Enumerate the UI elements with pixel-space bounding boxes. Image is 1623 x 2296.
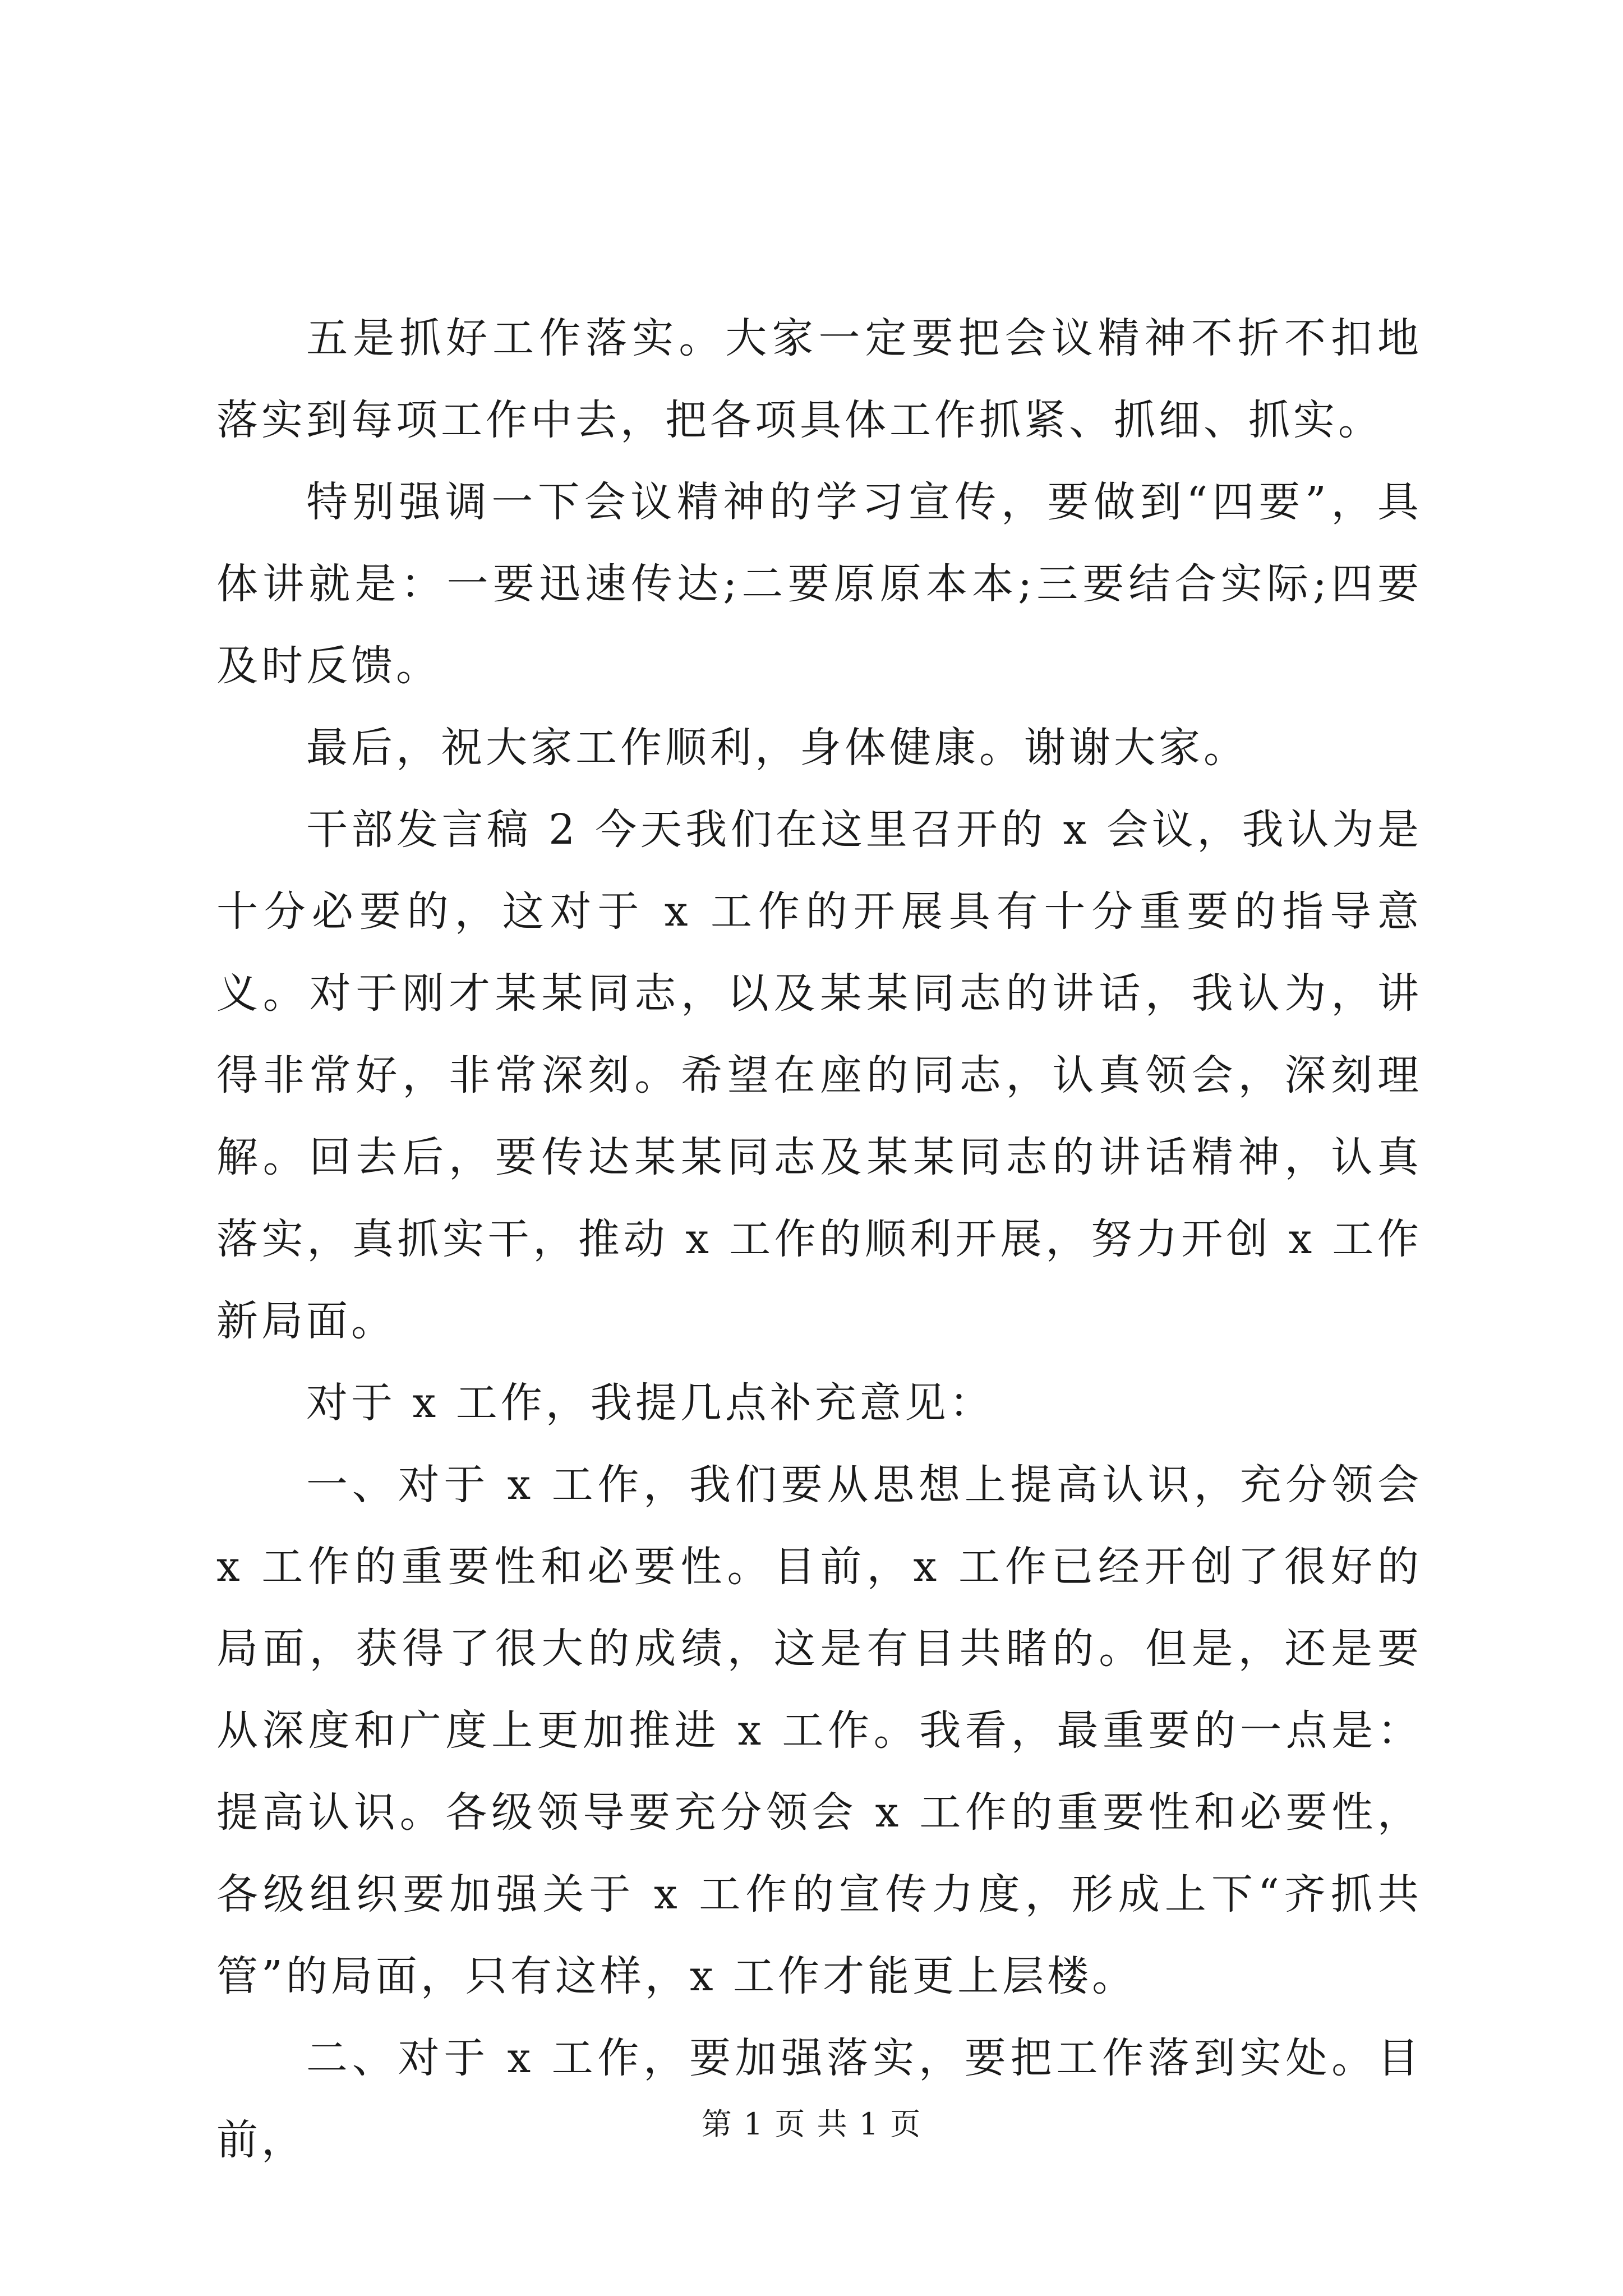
document-body bbox=[216, 297, 1422, 2181]
paragraph-supplementary-opinions: 对于 x 工作，我提几点补充意见： bbox=[306, 1379, 994, 1427]
paragraph-point-one: 一、对于 x 工作，我们要从思想上提高认识，充分领会 x 工作的重要性和必要性。目前，x 工作已经开创了很好的局面，获得了很大的成绩，这是有目共睹的。但是，还是要从深度和广度上更加推进 x 工作。我看，最重要的一点是：提高认识。各级领导要充分领会 x 工作的重要性和必要性，各级组织要加强关于 x 工作的宣传力度，形成上下“齐抓共管”的局面，只有这样，x 工作才能更上层楼。 bbox=[216, 1461, 1422, 2000]
paragraph-task-five: 五是抓好工作落实。大家一定要把会议精神不折不扣地落实到每项工作中去，把各项具体工作抓紧、抓细、抓实。 bbox=[216, 314, 1422, 444]
page-number-footer: 第 1 页 共 1 页 bbox=[701, 2106, 922, 2142]
paragraph-point-two: 二、对于 x 工作，要加强落实，要把工作落到实处。目前， bbox=[216, 2034, 1422, 2164]
paragraph-closing-wishes: 最后，祝大家工作顺利，身体健康。谢谢大家。 bbox=[306, 724, 1248, 772]
paragraph-four-musts: 特别强调一下会议精神的学习宣传，要做到“四要”，具体讲就是：一要迅速传达;二要原原本本;三要结合实际;四要及时反馈。 bbox=[216, 478, 1422, 690]
paragraph-speech-two-intro: 干部发言稿 2 今天我们在这里召开的 x 会议，我认为是十分必要的，这对于 x 工作的开展具有十分重要的指导意义。对于刚才某某同志，以及某某同志的讲话，我认为，讲得非常好，非常深刻。希望在座的同志，认真领会，深刻理解。回去后，要传达某某同志及某某同志的讲话精神，认真落实，真抓实干，推动 x 工作的顺利开展，努力开创 x 工作新局面。 bbox=[216, 806, 1422, 1345]
